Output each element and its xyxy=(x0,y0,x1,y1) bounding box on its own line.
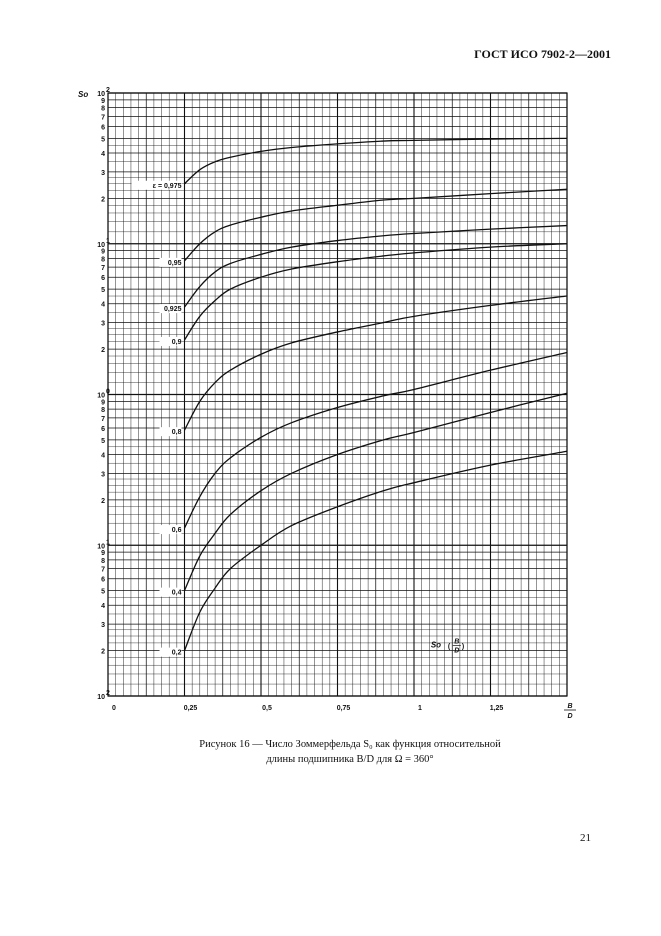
y-minor-label: 6 xyxy=(101,275,105,283)
figure-caption xyxy=(140,737,560,767)
y-minor-label: 3 xyxy=(101,169,105,177)
y-minor-label: 8 xyxy=(101,105,105,113)
x-tick-label: 0,75 xyxy=(336,705,351,712)
curve-label: 0,925 xyxy=(163,306,182,314)
y-minor-label: 8 xyxy=(101,256,105,264)
y-minor-label: 6 xyxy=(101,425,105,433)
y-minor-label: 6 xyxy=(101,124,105,132)
y-major-label: 10 xyxy=(97,694,105,701)
annotation-paren-open: ( xyxy=(447,643,451,651)
curve-label: 0,4 xyxy=(171,589,182,597)
y-minor-label: 2 xyxy=(101,497,105,505)
curve-label: 0,9 xyxy=(171,338,182,346)
y-minor-label: 9 xyxy=(101,399,105,407)
y-major-label: 10 xyxy=(97,241,105,249)
annotation-d: D xyxy=(454,647,460,655)
y-major-exponent: 0 xyxy=(106,388,110,396)
y-major-exponent: 1 xyxy=(106,237,110,245)
curve-label: 0,8 xyxy=(171,429,182,437)
y-minor-label: 3 xyxy=(101,622,105,630)
curve-label: ε = 0,975 xyxy=(152,182,182,190)
y-minor-label: 9 xyxy=(101,97,105,105)
curve-label: 0,6 xyxy=(171,527,182,535)
y-minor-label: 8 xyxy=(101,407,105,415)
curve-labels xyxy=(132,181,182,657)
y-axis-label: So xyxy=(78,90,89,99)
y-minor-label: 5 xyxy=(101,136,105,144)
document-header: ГОСТ ИСО 7902-2—2001 xyxy=(474,47,611,61)
annotation-so: So xyxy=(430,640,442,650)
y-minor-label: 2 xyxy=(101,347,105,355)
y-major-exponent: 2 xyxy=(106,690,110,697)
y-minor-label: 7 xyxy=(101,114,105,122)
y-minor-label: 4 xyxy=(101,603,105,611)
y-minor-label: 2 xyxy=(101,648,105,656)
y-minor-label: 5 xyxy=(101,287,105,295)
y-minor-label: 7 xyxy=(101,566,105,574)
y-minor-label: 5 xyxy=(101,588,105,596)
y-major-exponent: 2 xyxy=(106,87,110,94)
y-minor-label: 5 xyxy=(101,437,105,445)
page-number: 21 xyxy=(580,832,591,844)
x-axis-label-denominator: D xyxy=(567,713,573,720)
x-tick-label: 0,25 xyxy=(183,705,198,712)
y-major-label: 10 xyxy=(97,543,105,551)
y-minor-label: 7 xyxy=(101,265,105,273)
curve-label: 0,2 xyxy=(171,649,182,657)
x-axis-label-numerator: B xyxy=(567,703,573,710)
y-minor-label: 9 xyxy=(101,248,105,256)
y-minor-label: 9 xyxy=(101,550,105,558)
y-minor-label: 4 xyxy=(101,301,105,309)
y-major-label: 10 xyxy=(97,91,105,98)
y-major-exponent: 1 xyxy=(106,539,110,547)
y-minor-label: 6 xyxy=(101,576,105,584)
caption-line-2: длины подшипника B/D для Ω = 360° xyxy=(266,754,434,765)
y-minor-label: 3 xyxy=(101,471,105,479)
x-tick-label: 0,5 xyxy=(262,705,272,712)
curve-label: 0,95 xyxy=(167,259,182,267)
caption-line-1: Рисунок 16 — Число Зоммерфельда S₀ как функция относительной xyxy=(199,739,501,750)
x-tick-label: 1,25 xyxy=(489,705,504,712)
y-minor-label: 8 xyxy=(101,557,105,565)
annotation-b: B xyxy=(454,638,460,646)
x-tick-label: 1 xyxy=(418,705,422,712)
y-minor-label: 4 xyxy=(101,452,105,460)
x-tick-label: 0 xyxy=(112,705,116,712)
y-minor-label: 4 xyxy=(101,150,105,158)
y-minor-label: 2 xyxy=(101,196,105,204)
x-tick-labels xyxy=(112,705,503,712)
annotation-paren-close: ) xyxy=(461,643,465,651)
y-major-label: 10 xyxy=(97,392,105,400)
y-minor-label: 3 xyxy=(101,320,105,328)
y-minor-label: 7 xyxy=(101,415,105,423)
